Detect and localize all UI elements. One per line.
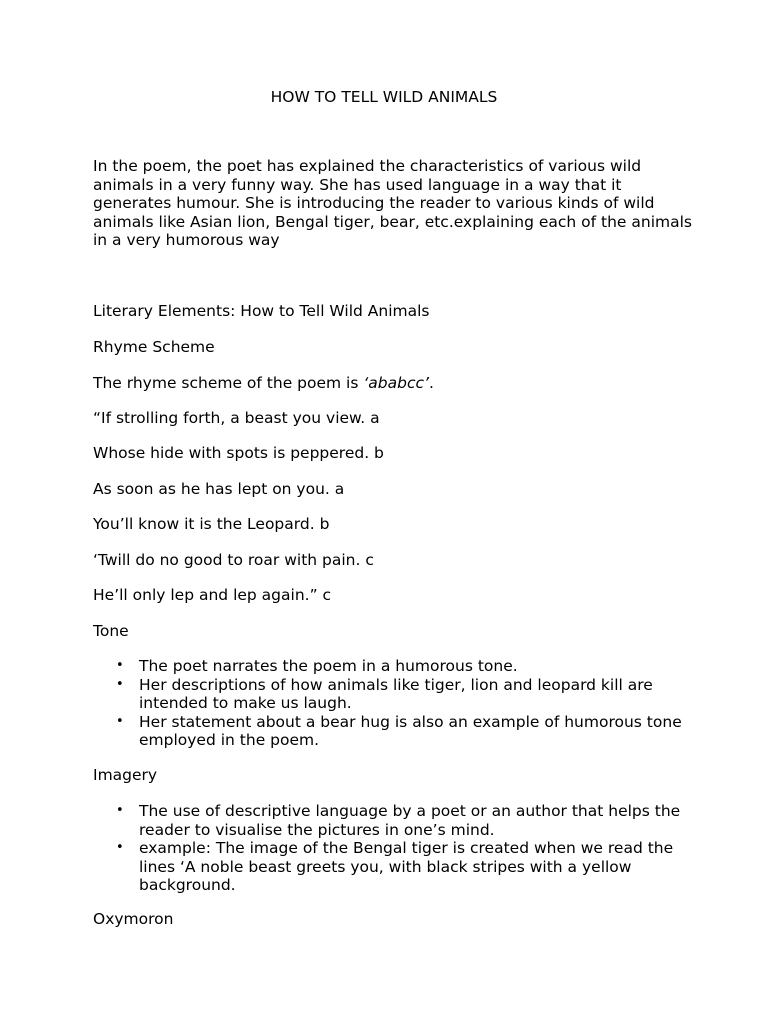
list-item [93,839,693,895]
tone-bullet-list [93,657,693,750]
tone-heading: Tone [93,622,129,640]
literary-elements-heading: Literary Elements: How to Tell Wild Animals [93,302,430,320]
poem-line-1: “If strolling forth, a beast you view. a [93,409,380,427]
poem-line-2: Whose hide with spots is peppered. b [93,444,384,462]
document-title: HOW TO TELL WILD ANIMALS [270,88,498,106]
poem-line-3: As soon as he has lept on you. a [93,480,345,498]
list-item [93,713,693,750]
bullet-dot-icon: • [116,803,124,818]
poem-line-4: You’ll know it is the Leopard. b [93,515,330,533]
imagery-heading: Imagery [93,766,158,784]
bullet-dot-icon: • [116,713,124,729]
list-item [93,802,693,839]
tone-bullet-text: Her statement about a bear hug is also an example of humorous tone employed in the poem. [139,712,682,749]
tone-bullet-text: The poet narrates the poem in a humorous tone. [139,657,518,675]
rhyme-statement-suffix: . [428,374,434,392]
poem-line-6: He’ll only lep and lep again.” c [93,586,332,604]
intro-paragraph: In the poem, the poet has explained the characteristics of various wild animals in a very funny way. She has used language in a way that it generates humour. She is introducing the reader to various kinds of wild animals like Asian lion, Bengal tiger, bear, etc.explaining each of the animals in a very humorous way [93,157,693,249]
imagery-bullet-text: The use of descriptive language by a poet or an author that helps the reader to visualise the pictures in one’s mind. [139,802,681,839]
oxymoron-heading: Oxymoron [93,910,174,928]
rhyme-scheme-statement [93,373,434,393]
tone-bullet-text: Her descriptions of how animals like tiger, lion and leopard kill are intended to make us laugh. [139,675,653,712]
list-item [93,676,693,713]
rhyme-scheme-pattern: ‘ababcc’ [363,374,429,392]
imagery-bullet-text: example: The image of the Bengal tiger is created when we read the lines ‘A noble beast greets you, with black stripes with a yellow background. [139,839,674,894]
bullet-dot-icon: • [116,676,124,692]
rhyme-scheme-heading: Rhyme Scheme [93,338,215,356]
list-item [93,657,693,676]
bullet-dot-icon: • [116,840,124,855]
rhyme-statement-prefix: The rhyme scheme of the poem is [93,374,364,392]
imagery-bullet-list [93,802,693,895]
bullet-dot-icon: • [116,658,124,673]
poem-line-5: ‘Twill do no good to roar with pain. c [93,551,374,569]
